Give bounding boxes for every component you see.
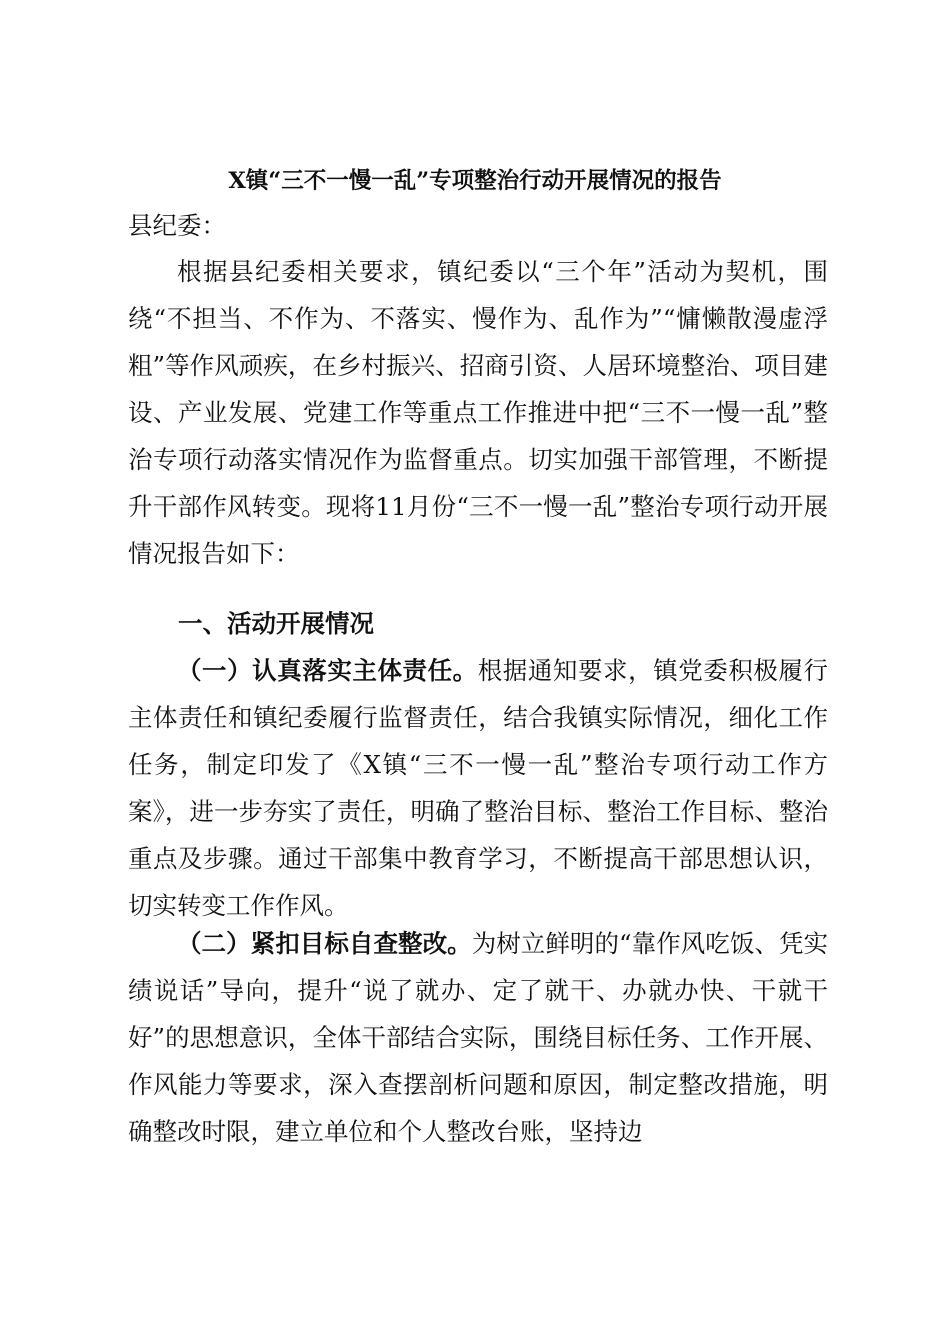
salutation: 县纪委： (128, 211, 226, 240)
intro-paragraph: 根据县纪委相关要求，镇纪委以“三个年”活动为契机，围绕“不担当、不作为、不落实、慢作为、乱作为”“慵懒散漫虚浮粗”等作风顽疾，在乡村振兴、招商引资、人居环境整治、项目建设、产业发展、党建工作等重点工作推进中把“三不一慢一乱”整治专项行动落实情况作为监督重点。切实加强干部管理，不断提升干部作风转变。现将11月份“三不一慢一乱”整治专项行动开展情况报告如下： (128, 257, 828, 568)
item-2-paragraph (128, 920, 828, 1155)
item-2-heading: （二）紧扣目标自查整改。 (177, 929, 472, 958)
item-1-heading: （一）认真落实主体责任。 (177, 656, 478, 685)
section-heading-1: 一、活动开展情况 (178, 609, 374, 638)
item-1-body: 根据通知要求，镇党委积极履行主体责任和镇纪委履行监督责任，结合我镇实际情况，细化工作任务，制定印发了《X镇“三不一慢一乱”整治专项行动工作方案》，进一步夯实了责任，明确了整治目标、整治工作目标、整治重点及步骤。通过干部集中教育学习，不断提高干部思想认识，切实转变工作作风。 (128, 656, 828, 920)
document-title: X镇“三不一慢一乱”专项整治行动开展情况的报告 (228, 168, 722, 194)
item-1-paragraph (128, 647, 828, 929)
item-2-body: 为树立鲜明的“靠作风吃饭、凭实绩说话”导向，提升“说了就办、定了就干、办就办快、干就干好”的思想意识，全体干部结合实际，围绕目标任务、工作开展、作风能力等要求，深入查摆剖析问题和原因，制定整改措施，明确整改时限，建立单位和个人整改台账，坚持边 (128, 929, 829, 1146)
